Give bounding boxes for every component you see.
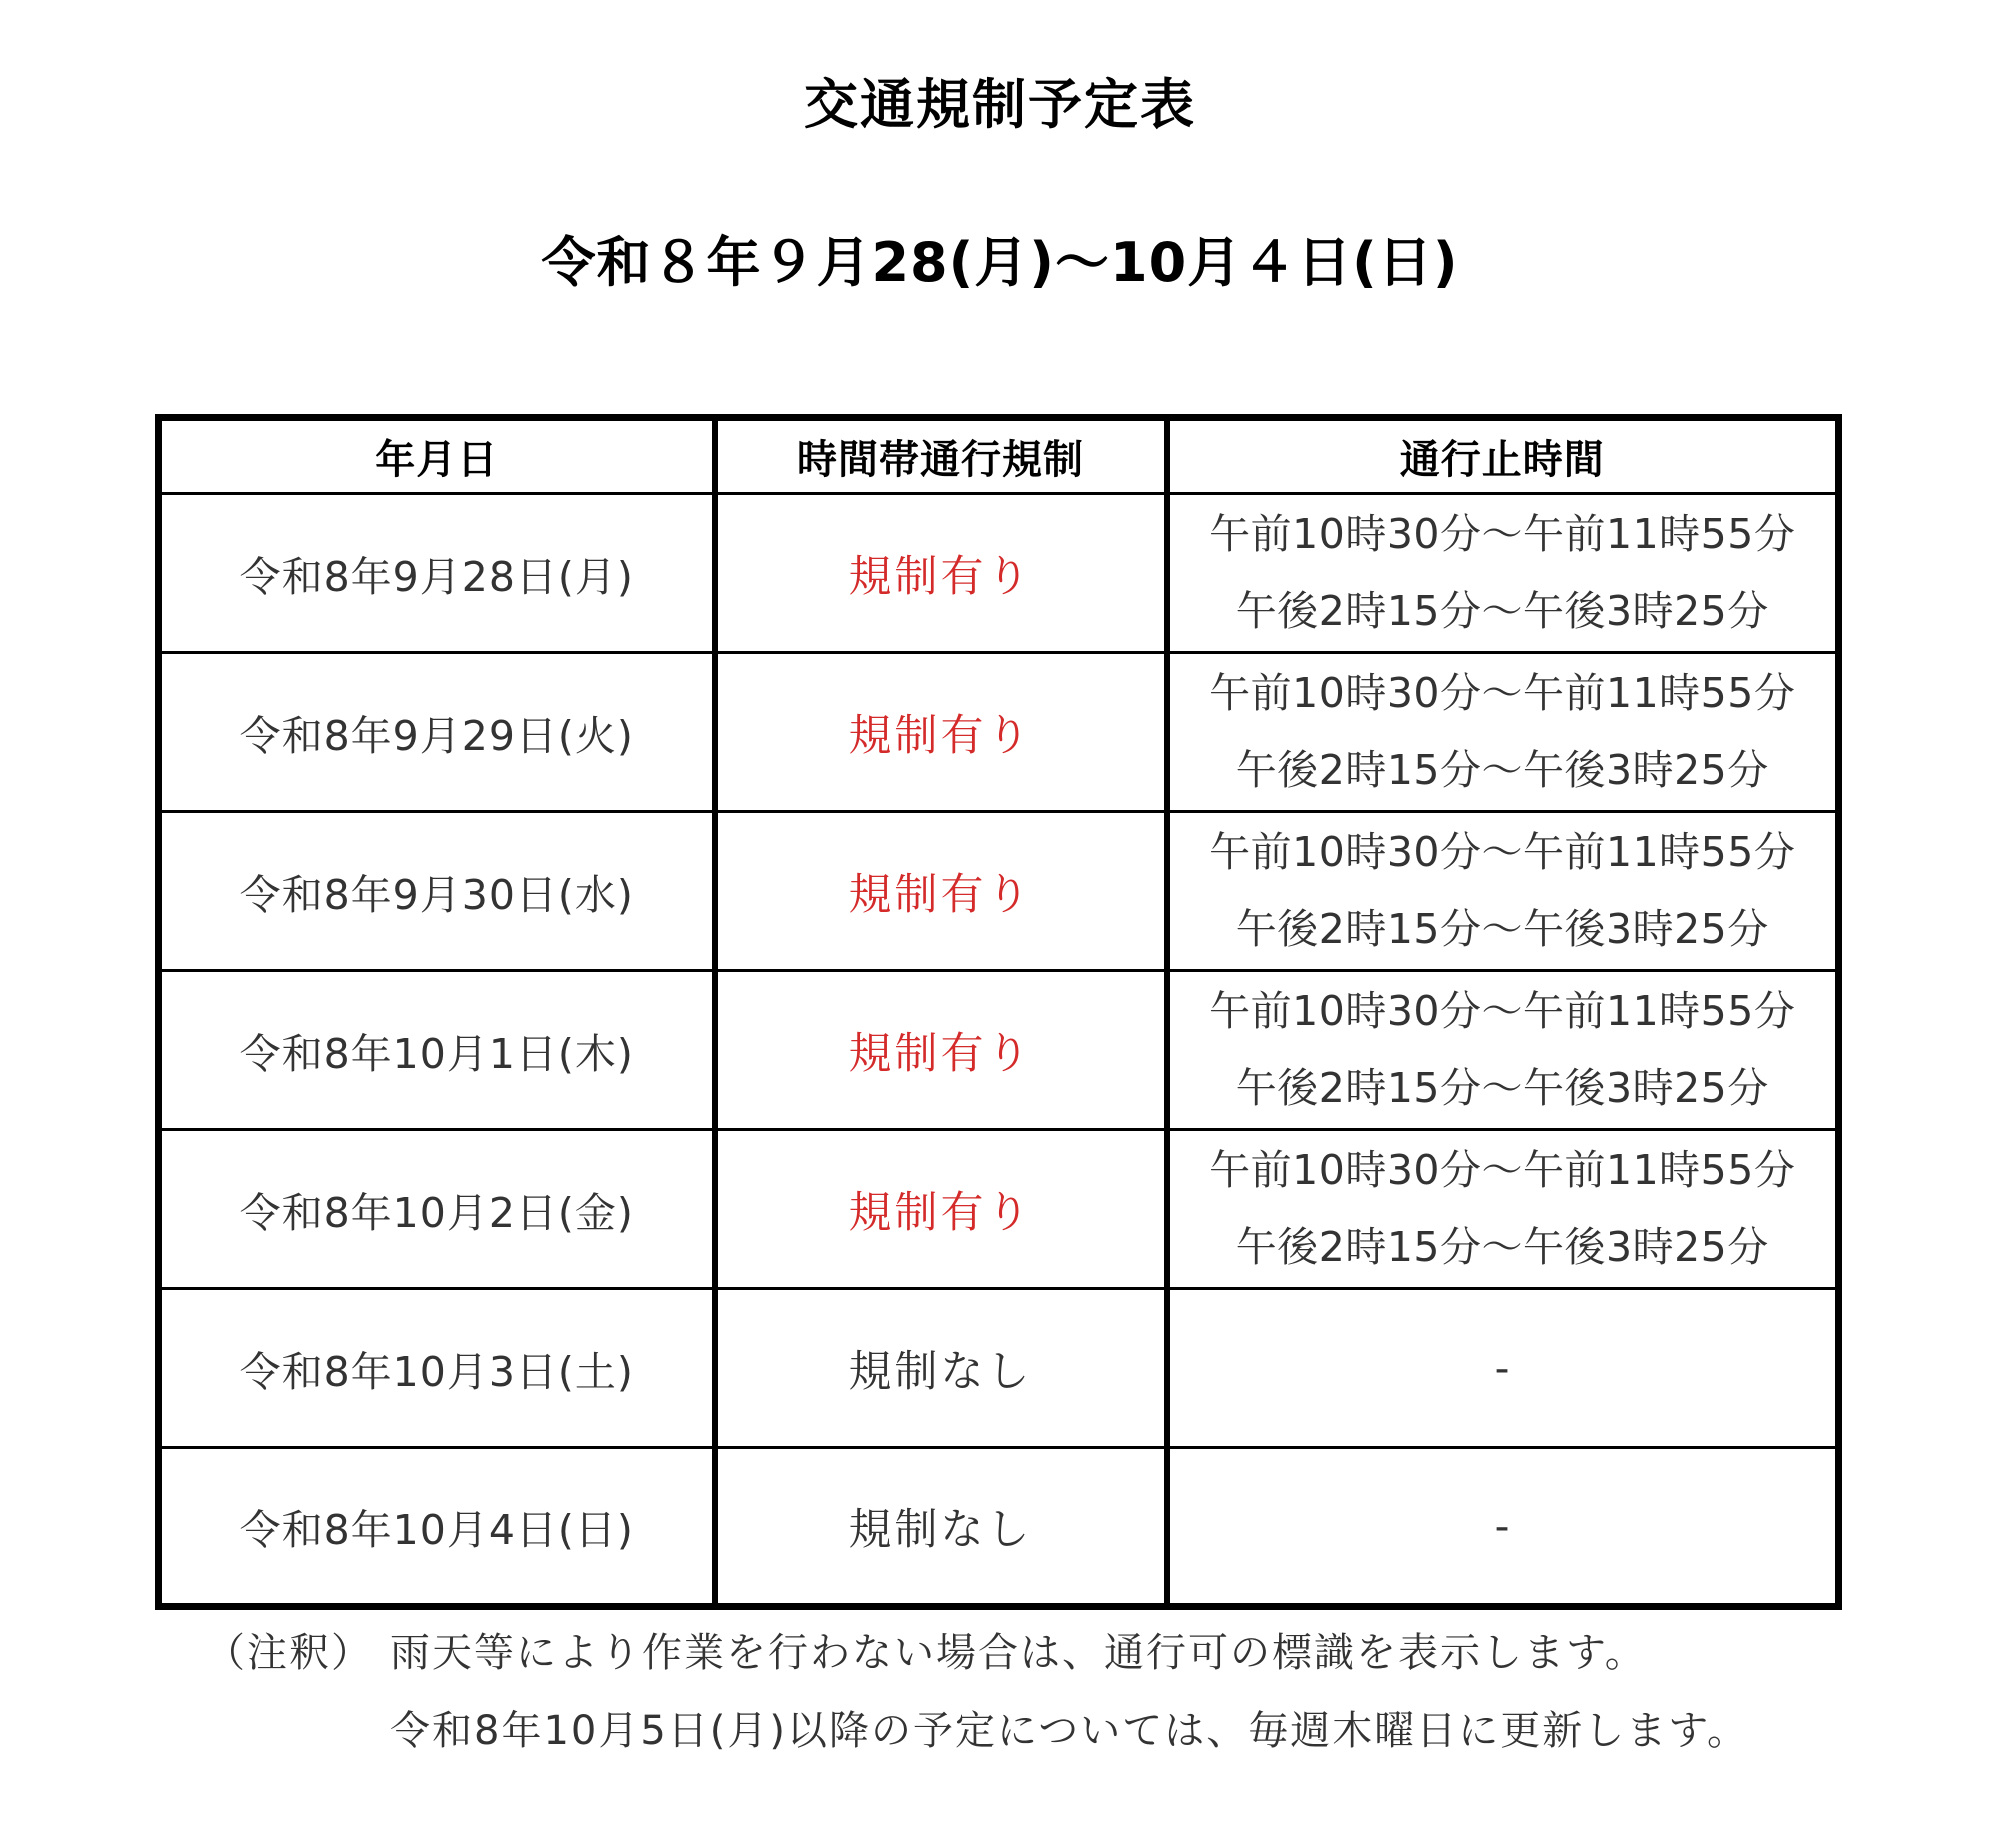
regulation-cell: 規制なし [715,1448,1167,1607]
closure-time-range: 午後2時15分～午後3時25分 [1235,746,1769,794]
note-line-2 [205,1692,1749,1770]
closure-time-range: 午後2時15分～午後3時25分 [1235,905,1769,953]
header-date: 年月日 [159,418,715,494]
closure-time-cell [1167,1448,1839,1607]
closure-time-cell [1167,494,1839,653]
table-row [159,1448,1839,1607]
table-row [159,1130,1839,1289]
header-regulation: 時間帯通行規制 [715,418,1167,494]
page-title: 交通規制予定表 [804,73,1196,136]
closure-time-range: 午後2時15分～午後3時25分 [1235,1064,1769,1112]
closure-time-range: 午前10時30分～午前11時55分 [1209,1146,1796,1194]
note-label: （注釈） [205,1630,373,1676]
notes [205,1614,1749,1770]
closure-time-range: - [1494,1501,1510,1550]
closure-time-cell [1167,1289,1839,1448]
header-row [159,418,1839,494]
regulation-cell: 規制なし [715,1289,1167,1448]
closure-time-cell [1167,812,1839,971]
schedule-period: 令和８年９月28(月)～10月４日(日) [541,231,1459,294]
date-cell: 令和8年10月4日(日) [159,1448,715,1607]
regulation-cell: 規制有り [715,653,1167,812]
date-cell: 令和8年10月1日(木) [159,971,715,1130]
regulation-cell: 規制有り [715,812,1167,971]
table-row [159,494,1839,653]
date-cell: 令和8年10月3日(土) [159,1289,715,1448]
closure-time-range: 午前10時30分～午前11時55分 [1209,510,1796,558]
table-row [159,653,1839,812]
closure-time-range: 午後2時15分～午後3時25分 [1235,587,1769,635]
closure-time-cell [1167,653,1839,812]
traffic-schedule-table [155,414,1842,1610]
closure-time-range: 午前10時30分～午前11時55分 [1209,987,1796,1035]
regulation-cell: 規制有り [715,1130,1167,1289]
table-row [159,971,1839,1130]
table-row [159,1289,1839,1448]
note-text: 令和8年10月5日(月)以降の予定については、毎週木曜日に更新します。 [390,1708,1750,1754]
table-body [159,494,1839,1607]
closure-time-range: 午前10時30分～午前11時55分 [1209,828,1796,876]
closure-time-range: 午後2時15分～午後3時25分 [1235,1223,1769,1271]
closure-time-cell [1167,971,1839,1130]
date-cell: 令和8年9月29日(火) [159,653,715,812]
date-cell: 令和8年10月2日(金) [159,1130,715,1289]
header-closure-time: 通行止時間 [1167,418,1839,494]
table-header [159,418,1839,494]
note-line-1 [205,1614,1749,1692]
date-cell: 令和8年9月30日(水) [159,812,715,971]
regulation-cell: 規制有り [715,971,1167,1130]
closure-time-range: 午前10時30分～午前11時55分 [1209,669,1796,717]
note-text: 雨天等により作業を行わない場合は、通行可の標識を表示します。 [390,1630,1647,1676]
table-row [159,812,1839,971]
closure-time-range: - [1494,1343,1510,1392]
regulation-cell: 規制有り [715,494,1167,653]
closure-time-cell [1167,1130,1839,1289]
date-cell: 令和8年9月28日(月) [159,494,715,653]
